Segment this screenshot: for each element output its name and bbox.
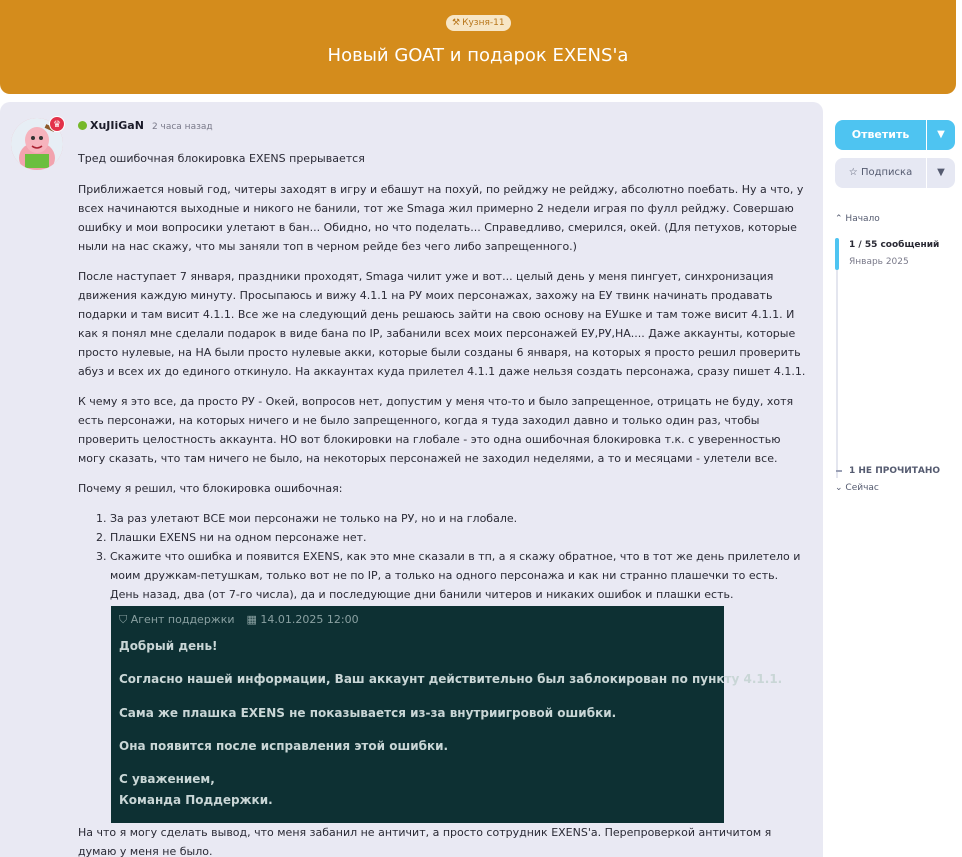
support-line: Она появится после исправления этой ошибки.: [119, 739, 449, 753]
post-subject: Тред ошибочная блокировка EXENS прерывается: [78, 152, 365, 165]
reply-button[interactable]: Ответить: [835, 120, 926, 150]
go-to-now-link[interactable]: [835, 483, 879, 493]
calendar-icon: ▦: [246, 613, 257, 626]
list-item: 1. За раз улетают ВСЕ мои персонажи не только на РУ, но и на глобале.: [110, 509, 806, 528]
support-line: С уважением,: [119, 772, 215, 786]
unread-label: 1 НЕ ПРОЧИТАНО: [849, 466, 941, 476]
support-header: [119, 610, 359, 629]
author-name[interactable]: XuJIiGaN: [90, 119, 144, 132]
paragraph-4: Почему я решил, что блокировка ошибочная:: [78, 482, 343, 495]
paragraph-2: После наступает 7 января, праздники проходят, Smaga чилит уже и вот... целый день у меня пингует, синхронизация движения каждую минуту. Просыпаюсь и вижу 4.1.1 на РУ моих персонажах, захожу на ЕУ твинк начинать продавать подарки и там висит 4.1.1. Все же на следующий день решаюсь зайти на свою основу на ЕУшке и там тоже висит 4.1.1. И как я понял мне сделали подарок в виде бана по IP, забанили всех моих персонажей ЕУ,РУ,НА.... Даже аккаунты, которые просто нулевые, на НА были просто нулевые акки, которые были созданы 6 января, на которых я просто решил проверить абуз и всех их до единого откинуло. На аккаунтах куда прилетел 4.1.1 даже нельзя создать персонажа, сразу пишет 4.1.1.: [78, 270, 806, 378]
timeline-track[interactable]: [836, 238, 838, 478]
shield-icon: ⛉: [119, 613, 128, 626]
conclusion-paragraph: На что я могу сделать вывод, что меня забанил не античит, а просто сотрудник EXENS'а. Перепроверкой античитом я думаю у меня не было.: [78, 826, 772, 857]
support-line: Команда Поддержки.: [119, 793, 273, 807]
reasons-list: [110, 509, 806, 604]
paragraph-1: Приближается новый год, читеры заходят в игру и ебашут на похуй, по рейджу не рейджу, абсолютно поебать. Ну а что, у всех начинаются выходные и никого не банили, тот же Smaga жил примерно 2 недели играя по фулл рейджу. Совершаю ошибку и мои вопросики улетают в бан... Обидно, но что поделать... Справедливо, смерился, окей. (Для петухов, которые ныли на нас скажу, что мы заняли топ в черном рейде без чего либо запрещенного.): [78, 183, 804, 253]
thread-title: Новый GOAT и подарок EXENS'а: [327, 45, 629, 66]
post-meta: [78, 119, 213, 132]
double-chevron-up-icon: ⌃: [835, 214, 843, 224]
online-status-icon: [78, 121, 87, 130]
post-time[interactable]: 2 часа назад: [151, 122, 213, 132]
list-item: 3. Скажите что ошибка и появится EXENS, как это мне сказали в тп, а я скажу обратное, что в тот же день прилетело и моим дружкам-петушкам, только вот не по IP, а только на одного персонажа и как ни странно плашечки то есть. День назад, два (от 7-го числа), да и последующие дни банили читеров и никаких ошибок и плашки есть.: [110, 547, 806, 604]
subscribe-button[interactable]: [835, 158, 926, 188]
reply-dropdown-button[interactable]: [927, 120, 955, 150]
timeline-count: 1 / 55 сообщений: [849, 240, 940, 250]
award-badge-icon: ♛: [49, 116, 65, 132]
timeline-date: Январь 2025: [849, 257, 909, 267]
category-tag-label: Кузня-11: [462, 18, 505, 28]
support-date: 14.01.2025 12:00: [260, 613, 359, 626]
unread-marker: [836, 470, 842, 472]
timeline-handle[interactable]: [835, 238, 839, 270]
subscribe-dropdown-button[interactable]: [927, 158, 955, 188]
list-item: 2. Плашки EXENS ни на одном персонаже нет.: [110, 528, 806, 547]
go-to-start-link[interactable]: [835, 214, 880, 224]
star-icon: ☆: [848, 167, 858, 178]
subscribe-label: Подписка: [860, 167, 913, 178]
chevron-down-icon: ▼: [937, 129, 945, 140]
support-line: Сама же плашка EXENS не показывается из-за внутриигровой ошибки.: [119, 706, 617, 720]
support-line: Добрый день!: [119, 639, 218, 653]
support-screenshot: [111, 606, 783, 823]
start-label: Начало: [845, 214, 880, 224]
support-agent: Агент поддержки: [130, 613, 235, 626]
paragraph-3: К чему я это все, да просто РУ - Окей, вопросов нет, допустим у меня что-то и было запрещенное, отрицать не буду, хотя есть персонажи, на которых ничего и не было запрещенного, когда я туда заходил давно и только один раз, чтобы проверить целостность аккаунта. НО вот блокировки на глобале - это одна ошибочная блокировка т.к. с уверенностью могу сказать, что там ничего не было, на некоторых персонажей не заходил неделями, а то и месяцами - улетели все.: [78, 395, 794, 465]
chevron-down-icon: ▼: [937, 167, 945, 178]
category-tag[interactable]: [446, 15, 511, 31]
smith-icon: ⚒: [452, 18, 461, 28]
support-line: Согласно нашей информации, Ваш аккаунт действительно был заблокирован по пункту 4.1.1.: [119, 672, 783, 686]
now-label: Сейчас: [845, 483, 879, 493]
double-chevron-down-icon: ⌄: [835, 483, 843, 493]
thread-header: [0, 0, 956, 94]
post-content: [78, 149, 806, 857]
